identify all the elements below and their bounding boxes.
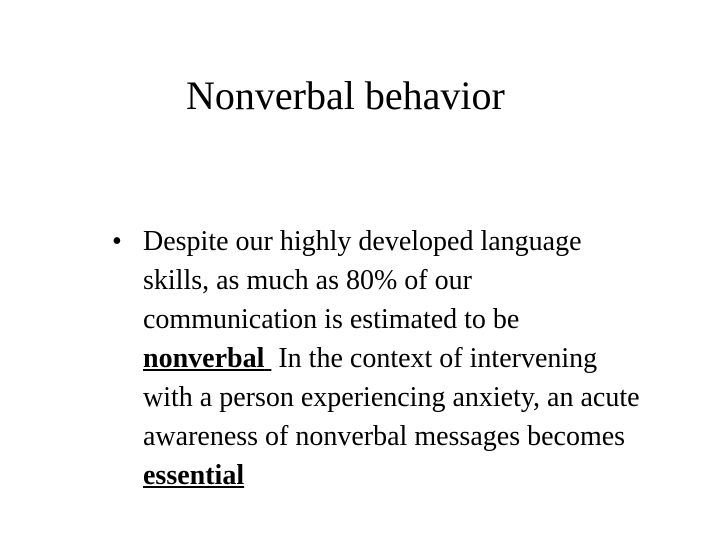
bullet-item bbox=[112, 222, 717, 495]
emphasis-essential: essential bbox=[143, 460, 245, 491]
bullet-line-5: with a person experiencing anxiety, an acute bbox=[143, 382, 640, 413]
bullet-line-2: skills, as much as 80% of our bbox=[143, 265, 472, 296]
bullet-line-1: Despite our highly developed language bbox=[143, 226, 582, 257]
emphasis-nonverbal: nonverbal bbox=[143, 343, 265, 374]
bullet-line-3: communication is estimated to be bbox=[143, 304, 520, 335]
bullet-line-6: awareness of nonverbal messages becomes bbox=[143, 421, 626, 452]
bullet-line-4 bbox=[143, 339, 717, 378]
slide-body bbox=[112, 222, 717, 495]
bullet-line-7 bbox=[143, 456, 717, 495]
bullet-line-4-rest: In the context of intervening bbox=[278, 343, 598, 374]
bullet-marker: • bbox=[112, 226, 122, 257]
slide-title: Nonverbal behavior bbox=[186, 73, 505, 118]
